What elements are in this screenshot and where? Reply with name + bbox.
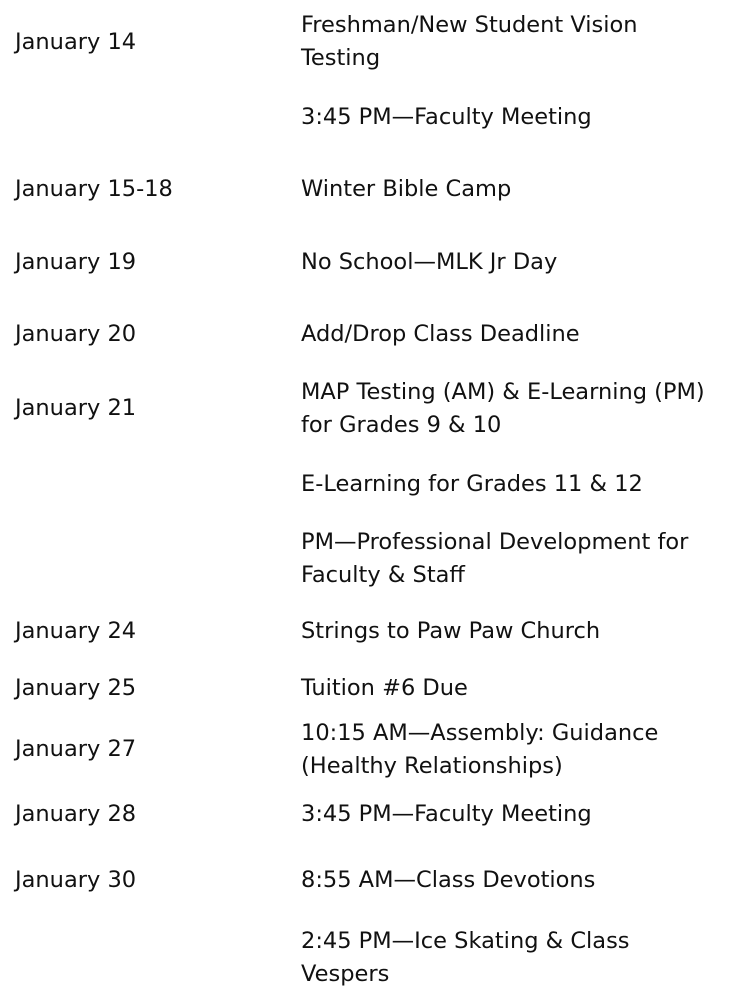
date-label: January 21 bbox=[15, 395, 137, 421]
event-item: 3:45 PM—Faculty Meeting bbox=[301, 104, 592, 130]
event-item: E-Learning for Grades 11 & 12 bbox=[301, 471, 643, 497]
date-label: January 24 bbox=[15, 618, 137, 644]
event-item: Winter Bible Camp bbox=[301, 176, 512, 202]
event-item: Strings to Paw Paw Church bbox=[301, 618, 601, 644]
date-label: January 19 bbox=[15, 249, 137, 275]
date-label: January 25 bbox=[15, 675, 137, 701]
date-label: January 27 bbox=[15, 736, 137, 762]
date-label: January 14 bbox=[15, 29, 137, 55]
event-item: Tuition #6 Due bbox=[301, 675, 468, 701]
event-item: 10:15 AM—Assembly: Guidance (Healthy Relationships) bbox=[301, 720, 659, 779]
event-item: Freshman/New Student Vision Testing bbox=[301, 12, 638, 71]
event-item: MAP Testing (AM) & E-Learning (PM) for Grades 9 & 10 bbox=[301, 379, 705, 438]
event-item: No School—MLK Jr Day bbox=[301, 249, 558, 275]
event-item: 2:45 PM—Ice Skating & Class Vespers bbox=[301, 928, 630, 987]
date-label: January 28 bbox=[15, 801, 137, 827]
event-item: 3:45 PM—Faculty Meeting bbox=[301, 801, 592, 827]
date-label: January 15-18 bbox=[15, 176, 173, 202]
event-item: 8:55 AM—Class Devotions bbox=[301, 867, 596, 893]
date-label: January 30 bbox=[15, 867, 137, 893]
event-item: Add/Drop Class Deadline bbox=[301, 321, 580, 347]
date-label: January 20 bbox=[15, 321, 137, 347]
event-item: PM—Professional Development for Faculty & Staff bbox=[301, 529, 689, 588]
